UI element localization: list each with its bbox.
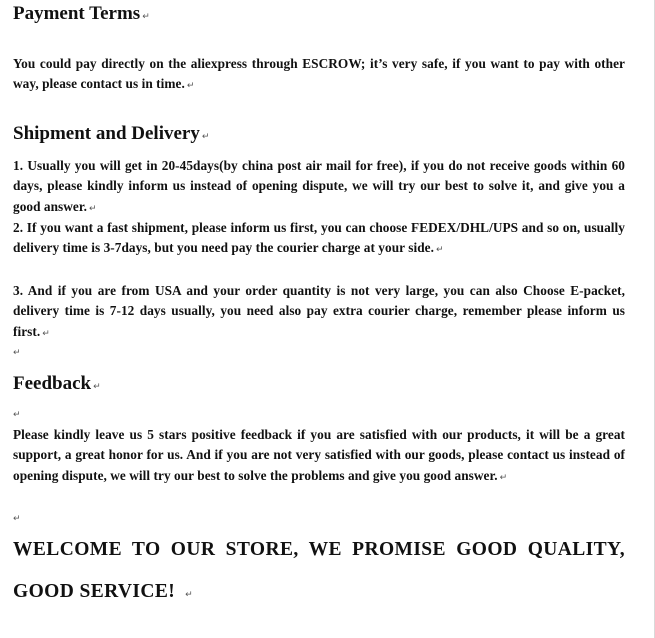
feedback-heading-text: Feedback [13, 373, 92, 394]
paragraph-mark-icon: ↵ [13, 514, 21, 524]
feedback-paragraph [13, 425, 625, 488]
paragraph-mark-icon: ↵ [42, 328, 50, 339]
shipment-delivery-heading [13, 123, 625, 148]
feedback-heading [13, 373, 625, 398]
shipment-delivery-heading-text: Shipment and Delivery [13, 123, 200, 144]
shipment-item-1-text: 1. Usually you will get in 20-45days(by china post air mail for free), if you do not receive goods within 60 days, please kindly inform us instead of opening dispute, we will try our best to solve it, and give you a good answer. [13, 158, 625, 214]
shipment-item-2-text: 2. If you want a fast shipment, please inform us first, you can choose FEDEX/DHL/UPS and so on, usually delivery time is 3-7days, but you need pay the courier charge at your side. [13, 220, 625, 256]
paragraph-mark-icon: ↵ [13, 348, 21, 358]
payment-terms-heading [13, 3, 625, 28]
paragraph-mark-icon: ↵ [201, 132, 210, 142]
payment-terms-text: You could pay directly on the aliexpress through ESCROW; it’s very safe, if you want to pay with other way, please contact us in time. [13, 56, 625, 92]
paragraph-mark-icon: ↵ [186, 81, 195, 92]
shipment-item-3-text: 3. And if you are from USA and your order quantity is not very large, you can also Choose E-packet, delivery time is 7-12 days usually, you need also pay extra courier charge, remember please inform us first. [13, 283, 625, 339]
paragraph-mark-icon: ↵ [89, 203, 97, 214]
paragraph-mark-icon: ↵ [142, 12, 150, 22]
shipment-item-3 [13, 281, 625, 344]
feedback-text: Please kindly leave us 5 stars positive feedback if you are satisfied with our products, it will be a great support, a great honor for us. And if you are not very satisfied with our goods, please contact us instead of opening dispute, we will try our best to solve the problems and give you good answer. [13, 427, 625, 483]
paragraph-mark-icon: ↵ [499, 472, 508, 483]
payment-terms-heading-text: Payment Terms [13, 3, 141, 24]
payment-terms-paragraph [13, 54, 625, 97]
shipment-item-1 [13, 156, 625, 219]
welcome-text: WELCOME TO OUR STORE, WE PROMISE GOOD QUALITY, GOOD SERVICE! [13, 539, 625, 602]
paragraph-mark-icon: ↵ [435, 245, 444, 256]
paragraph-mark-icon: ↵ [13, 410, 21, 420]
paragraph-mark-icon: ↵ [185, 590, 193, 600]
paragraph-mark-icon: ↵ [93, 382, 101, 392]
welcome-banner [13, 529, 625, 616]
shipment-item-2 [13, 218, 625, 261]
